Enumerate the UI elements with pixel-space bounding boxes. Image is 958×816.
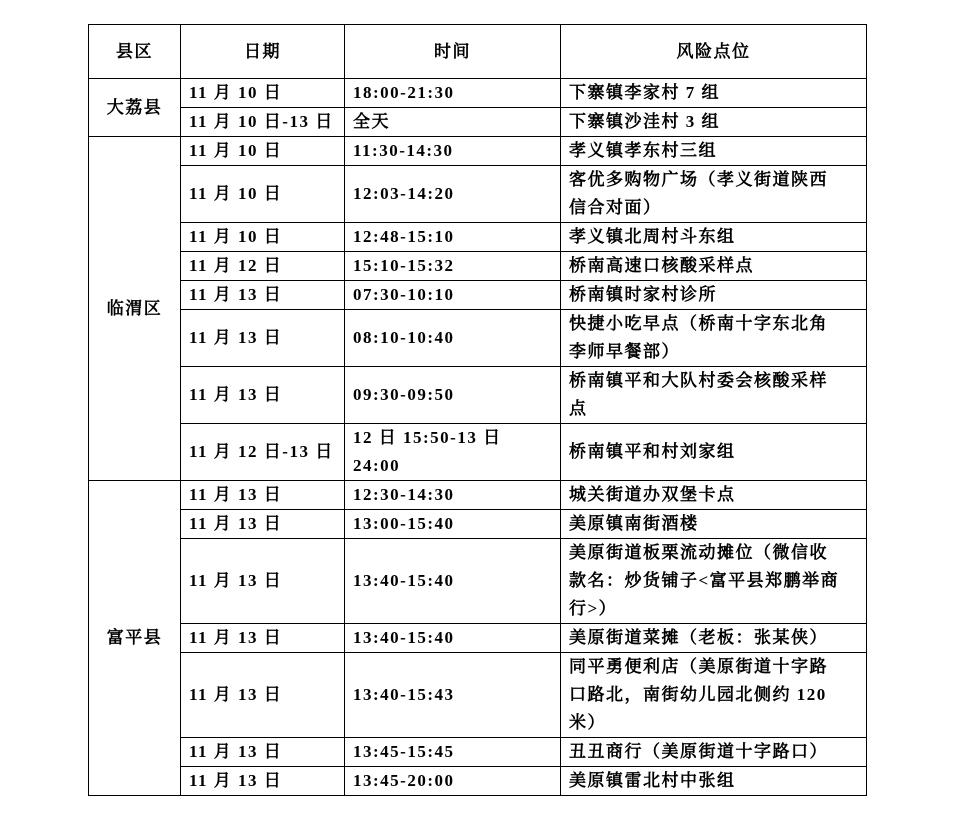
cell-time: 15:10-15:32 xyxy=(345,252,561,281)
cell-time: 08:10-10:40 xyxy=(345,310,561,367)
table-row xyxy=(89,310,867,367)
header-location: 风险点位 xyxy=(561,25,867,79)
cell-time: 18:00-21:30 xyxy=(345,79,561,108)
cell-time: 13:45-15:45 xyxy=(345,738,561,767)
cell-time: 12:48-15:10 xyxy=(345,223,561,252)
table-row xyxy=(89,252,867,281)
table-row xyxy=(89,738,867,767)
cell-date: 11 月 13 日 xyxy=(181,481,345,510)
cell-time: 12:03-14:20 xyxy=(345,166,561,223)
table-row xyxy=(89,424,867,481)
cell-location: 美原镇南街酒楼 xyxy=(561,510,867,539)
cell-date: 11 月 10 日 xyxy=(181,166,345,223)
cell-time: 09:30-09:50 xyxy=(345,367,561,424)
cell-location: 下寨镇沙洼村 3 组 xyxy=(561,108,867,137)
cell-county: 富平县 xyxy=(89,481,181,796)
cell-date: 11 月 13 日 xyxy=(181,767,345,796)
cell-time: 13:40-15:43 xyxy=(345,653,561,738)
header-county: 县区 xyxy=(89,25,181,79)
cell-location: 桥南镇平和村刘家组 xyxy=(561,424,867,481)
cell-county: 临渭区 xyxy=(89,137,181,481)
table-body xyxy=(89,79,867,796)
cell-location: 城关街道办双堡卡点 xyxy=(561,481,867,510)
cell-date: 11 月 13 日 xyxy=(181,653,345,738)
table-row xyxy=(89,79,867,108)
table-row xyxy=(89,367,867,424)
cell-location: 桥南镇平和大队村委会核酸采样 点 xyxy=(561,367,867,424)
table-row xyxy=(89,481,867,510)
cell-date: 11 月 13 日 xyxy=(181,281,345,310)
cell-date: 11 月 13 日 xyxy=(181,539,345,624)
cell-date: 11 月 10 日 xyxy=(181,137,345,166)
cell-date: 11 月 13 日 xyxy=(181,738,345,767)
cell-location: 同平勇便利店（美原街道十字路 口路北，南街幼儿园北侧约 120 米） xyxy=(561,653,867,738)
cell-time: 12 日 15:50-13 日 24:00 xyxy=(345,424,561,481)
table-row xyxy=(89,539,867,624)
table-row xyxy=(89,653,867,738)
cell-time: 07:30-10:10 xyxy=(345,281,561,310)
table-row xyxy=(89,281,867,310)
table-row xyxy=(89,223,867,252)
cell-location: 丑丑商行（美原街道十字路口） xyxy=(561,738,867,767)
table-row xyxy=(89,166,867,223)
table-row xyxy=(89,767,867,796)
table-header xyxy=(89,25,867,79)
table-row xyxy=(89,510,867,539)
cell-time: 13:40-15:40 xyxy=(345,624,561,653)
header-row xyxy=(89,25,867,79)
cell-location: 桥南高速口核酸采样点 xyxy=(561,252,867,281)
cell-time: 13:45-20:00 xyxy=(345,767,561,796)
header-time: 时间 xyxy=(345,25,561,79)
table-row xyxy=(89,137,867,166)
cell-location: 下寨镇李家村 7 组 xyxy=(561,79,867,108)
cell-location: 美原镇雷北村中张组 xyxy=(561,767,867,796)
cell-location: 孝义镇孝东村三组 xyxy=(561,137,867,166)
table-row xyxy=(89,624,867,653)
cell-date: 11 月 13 日 xyxy=(181,367,345,424)
cell-county: 大荔县 xyxy=(89,79,181,137)
cell-time: 13:40-15:40 xyxy=(345,539,561,624)
cell-date: 11 月 10 日 xyxy=(181,223,345,252)
risk-points-table xyxy=(88,24,867,796)
cell-date: 11 月 13 日 xyxy=(181,624,345,653)
cell-date: 11 月 13 日 xyxy=(181,510,345,539)
cell-location: 孝义镇北周村斗东组 xyxy=(561,223,867,252)
cell-date: 11 月 10 日-13 日 xyxy=(181,108,345,137)
cell-time: 13:00-15:40 xyxy=(345,510,561,539)
cell-date: 11 月 10 日 xyxy=(181,79,345,108)
cell-location: 桥南镇时家村诊所 xyxy=(561,281,867,310)
cell-time: 11:30-14:30 xyxy=(345,137,561,166)
cell-time: 12:30-14:30 xyxy=(345,481,561,510)
cell-location: 美原街道菜摊（老板：张某侠） xyxy=(561,624,867,653)
cell-date: 11 月 12 日-13 日 xyxy=(181,424,345,481)
cell-location: 美原街道板栗流动摊位（微信收 款名：炒货铺子<富平县郑鹏举商 行>） xyxy=(561,539,867,624)
table-row xyxy=(89,108,867,137)
header-date: 日期 xyxy=(181,25,345,79)
cell-time: 全天 xyxy=(345,108,561,137)
cell-location: 客优多购物广场（孝义街道陕西 信合对面） xyxy=(561,166,867,223)
cell-date: 11 月 12 日 xyxy=(181,252,345,281)
cell-date: 11 月 13 日 xyxy=(181,310,345,367)
cell-location: 快捷小吃早点（桥南十字东北角 李师早餐部） xyxy=(561,310,867,367)
